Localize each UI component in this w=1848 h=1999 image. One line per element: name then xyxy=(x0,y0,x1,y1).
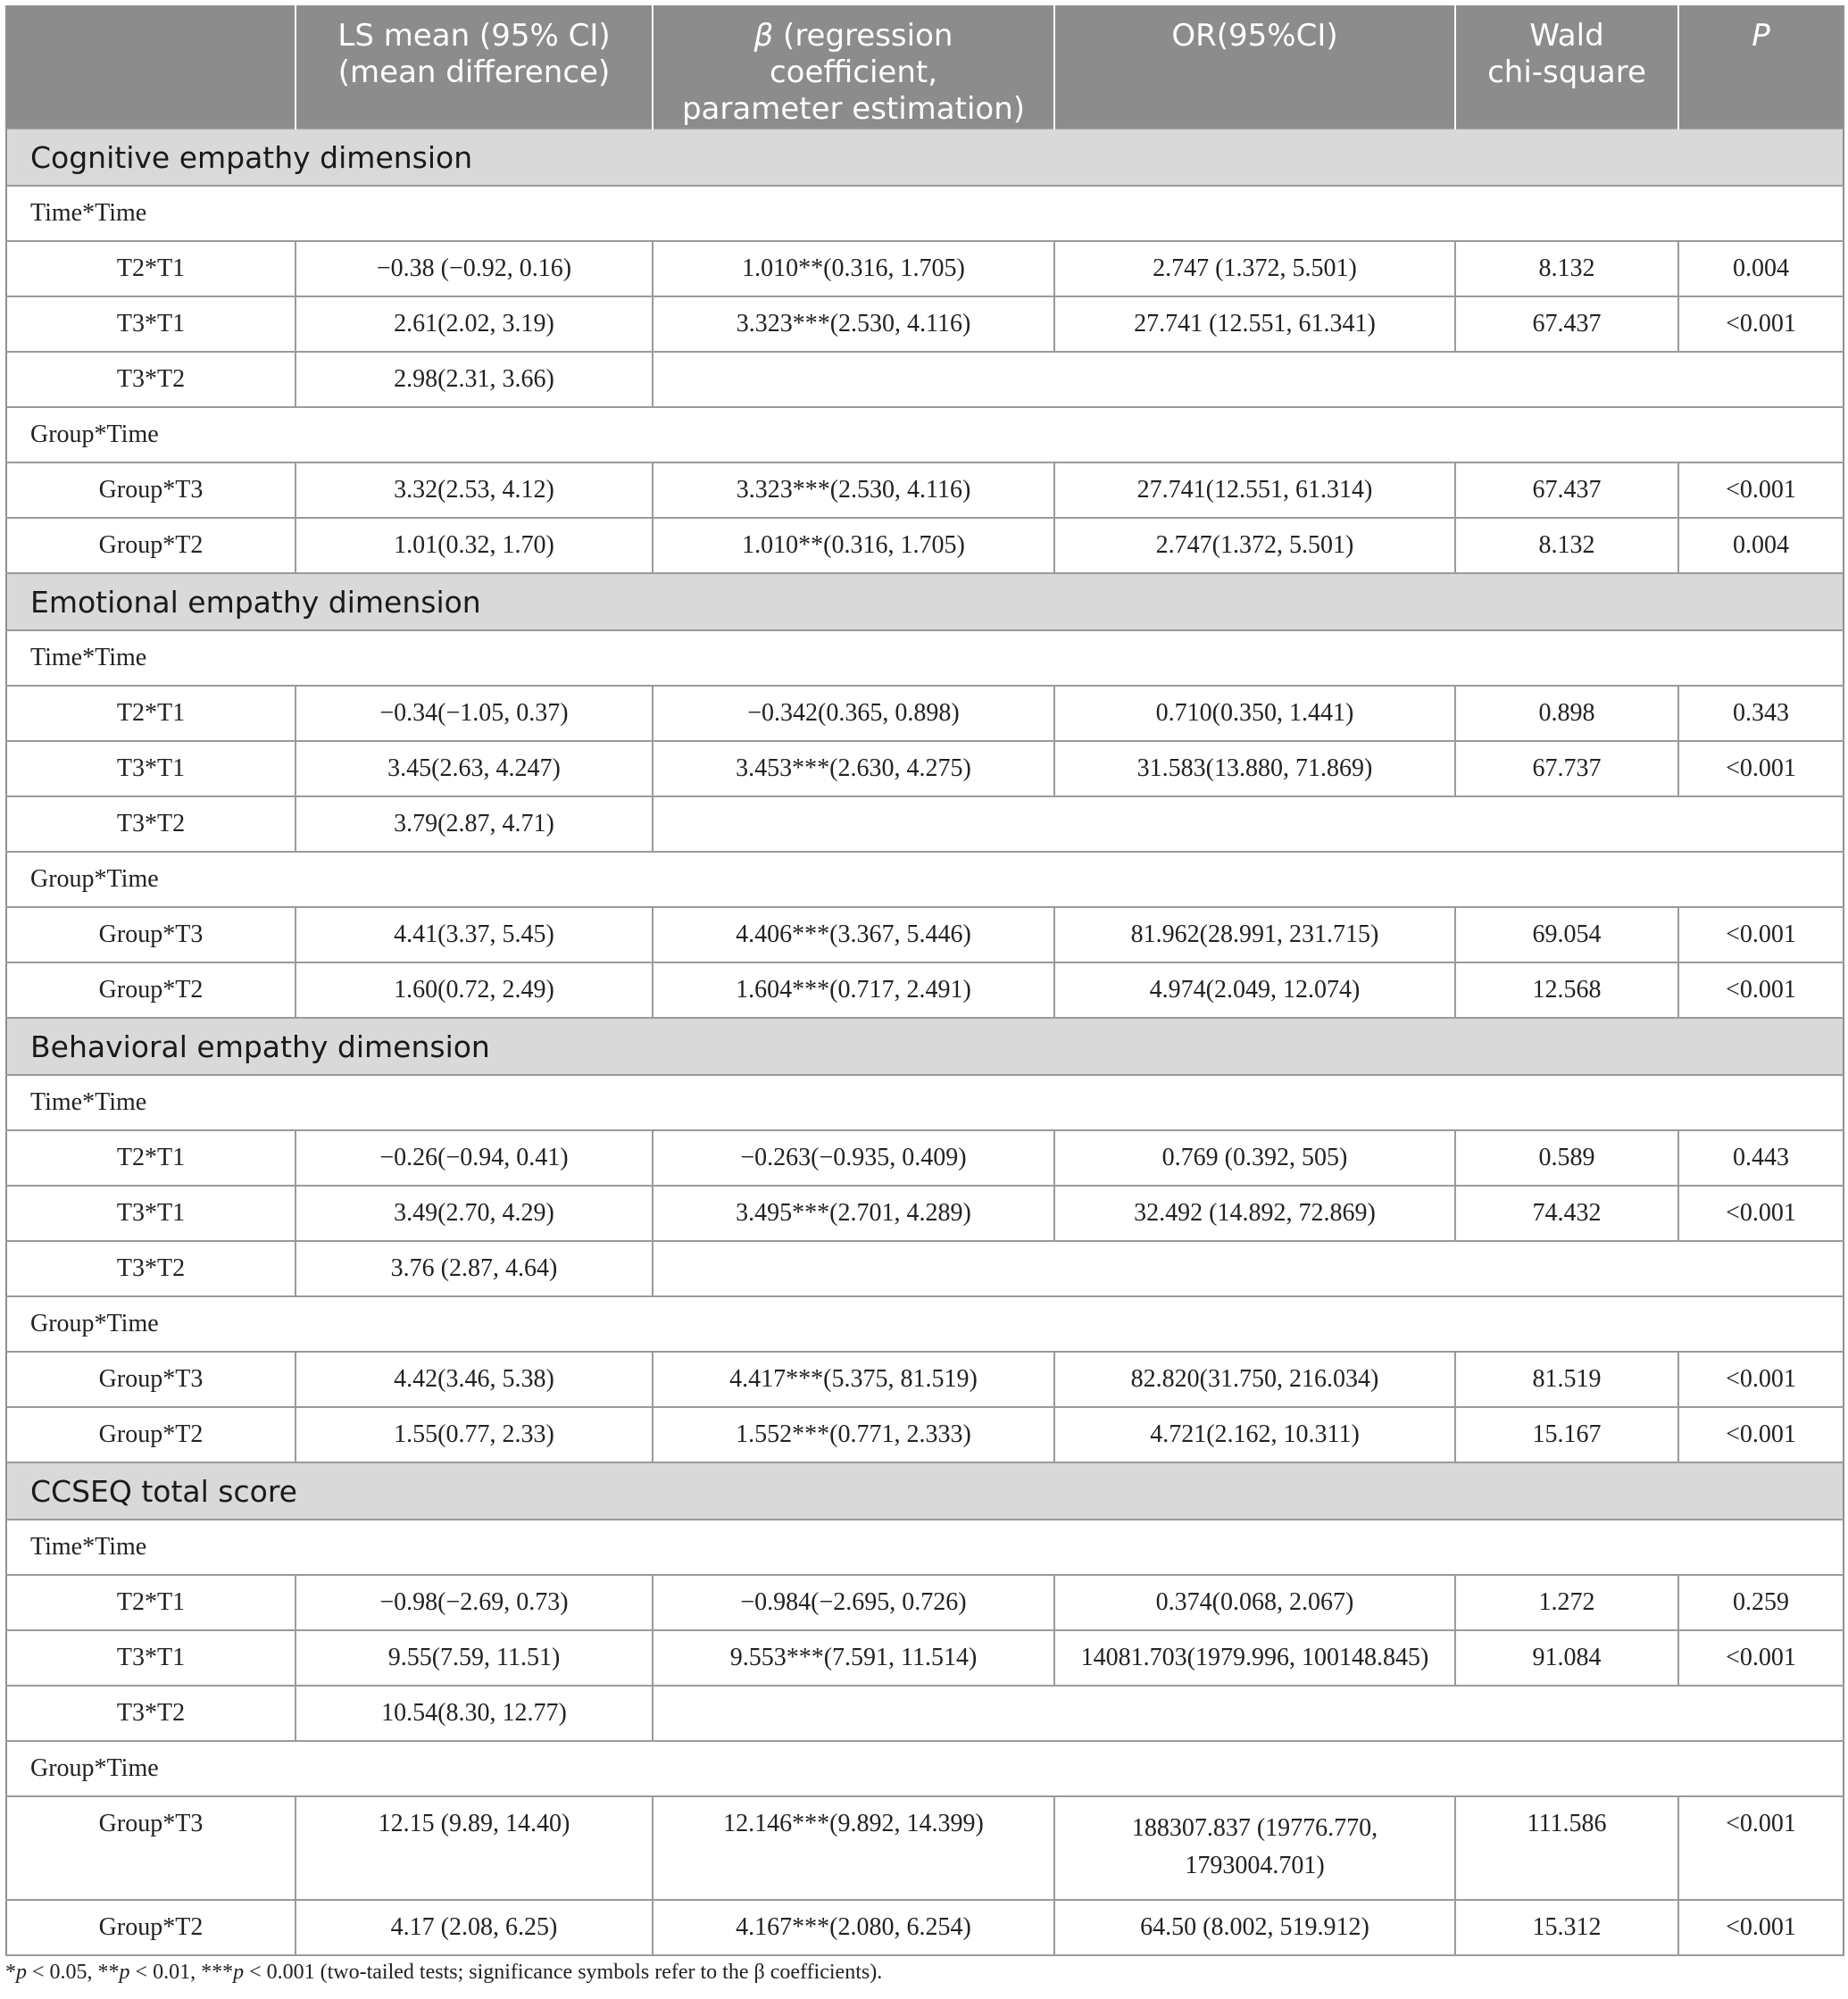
row-label: Group*T3 xyxy=(6,907,296,962)
p-cell: <0.001 xyxy=(1678,741,1844,796)
empty-cell xyxy=(653,352,1844,407)
beta-cell: 1.552***(0.771, 2.333) xyxy=(653,1407,1054,1462)
section-row xyxy=(6,129,1844,186)
ls-mean-cell: 12.15 (9.89, 14.40) xyxy=(296,1796,653,1900)
row-label: Group*T2 xyxy=(6,962,296,1018)
row-label: Group*T3 xyxy=(6,462,296,518)
wald-cell: 81.519 xyxy=(1455,1352,1678,1407)
group-label: Time*Time xyxy=(6,630,1844,686)
p-cell: 0.004 xyxy=(1678,518,1844,573)
p-cell: 0.343 xyxy=(1678,686,1844,741)
wald-cell: 69.054 xyxy=(1455,907,1678,962)
table-footnote xyxy=(5,1961,882,1985)
ls-mean-cell: 2.61(2.02, 3.19) xyxy=(296,296,653,352)
header-ls-mean xyxy=(296,6,653,129)
beta-cell: 9.553***(7.591, 11.514) xyxy=(653,1630,1054,1686)
or-cell: 4.721(2.162, 10.311) xyxy=(1054,1407,1455,1462)
header-beta-line2: coefficient, xyxy=(769,54,938,90)
or-cell: 0.710(0.350, 1.441) xyxy=(1054,686,1455,741)
section-row xyxy=(6,1462,1844,1520)
table-row xyxy=(6,1686,1844,1741)
or-cell: 27.741(12.551, 61.314) xyxy=(1054,462,1455,518)
beta-cell: 1.010**(0.316, 1.705) xyxy=(653,518,1054,573)
table-body xyxy=(6,129,1844,1955)
ls-mean-cell: 1.55(0.77, 2.33) xyxy=(296,1407,653,1462)
or-cell: 31.583(13.880, 71.869) xyxy=(1054,741,1455,796)
header-wald xyxy=(1455,6,1678,129)
or-cell: 2.747 (1.372, 5.501) xyxy=(1054,241,1455,296)
or-cell: 0.769 (0.392, 505) xyxy=(1054,1130,1455,1186)
row-label: Group*T2 xyxy=(6,1900,296,1955)
wald-cell: 67.437 xyxy=(1455,462,1678,518)
wald-cell: 15.312 xyxy=(1455,1900,1678,1955)
group-label-row xyxy=(6,407,1844,462)
beta-cell: 4.417***(5.375, 81.519) xyxy=(653,1352,1054,1407)
p-cell: <0.001 xyxy=(1678,1407,1844,1462)
group-label: Time*Time xyxy=(6,1520,1844,1575)
footnote-p: p xyxy=(16,1961,27,1984)
p-cell: 0.259 xyxy=(1678,1575,1844,1630)
table-row xyxy=(6,1352,1844,1407)
p-cell: <0.001 xyxy=(1678,1630,1844,1686)
wald-cell: 12.568 xyxy=(1455,962,1678,1018)
empty-cell xyxy=(653,1241,1844,1296)
row-label: T2*T1 xyxy=(6,1575,296,1630)
ls-mean-cell: 3.32(2.53, 4.12) xyxy=(296,462,653,518)
row-label: T3*T1 xyxy=(6,1630,296,1686)
or-cell: 81.962(28.991, 231.715) xyxy=(1054,907,1455,962)
row-label: T3*T1 xyxy=(6,1186,296,1241)
header-p xyxy=(1678,6,1844,129)
table-row xyxy=(6,962,1844,1018)
row-label: T2*T1 xyxy=(6,686,296,741)
table-row xyxy=(6,1407,1844,1462)
footnote-p: p xyxy=(233,1961,245,1984)
wald-cell: 0.589 xyxy=(1455,1130,1678,1186)
p-cell: 0.004 xyxy=(1678,241,1844,296)
table-row xyxy=(6,518,1844,573)
group-label: Group*Time xyxy=(6,1741,1844,1796)
or-cell: 14081.703(1979.996, 100148.845) xyxy=(1054,1630,1455,1686)
header-beta xyxy=(653,6,1054,129)
row-label: T3*T1 xyxy=(6,296,296,352)
beta-cell: 1.604***(0.717, 2.491) xyxy=(653,962,1054,1018)
or-cell: 32.492 (14.892, 72.869) xyxy=(1054,1186,1455,1241)
or-line2: 1793004.701) xyxy=(1185,1852,1325,1879)
ls-mean-cell: 3.79(2.87, 4.71) xyxy=(296,796,653,852)
row-label: T3*T2 xyxy=(6,352,296,407)
ls-mean-cell: 10.54(8.30, 12.77) xyxy=(296,1686,653,1741)
or-cell: 2.747(1.372, 5.501) xyxy=(1054,518,1455,573)
group-label: Group*Time xyxy=(6,407,1844,462)
ls-mean-cell: 4.17 (2.08, 6.25) xyxy=(296,1900,653,1955)
footnote-part: < 0.01, *** xyxy=(129,1961,234,1984)
group-label-row xyxy=(6,1520,1844,1575)
table-row xyxy=(6,1796,1844,1900)
p-cell: <0.001 xyxy=(1678,1186,1844,1241)
row-label: T3*T1 xyxy=(6,741,296,796)
group-label-row xyxy=(6,1296,1844,1352)
group-label-row xyxy=(6,1075,1844,1130)
footnote-p: p xyxy=(119,1961,130,1984)
group-label-row xyxy=(6,186,1844,241)
p-cell: <0.001 xyxy=(1678,296,1844,352)
wald-cell: 74.432 xyxy=(1455,1186,1678,1241)
header-or: OR(95%CI) xyxy=(1054,6,1455,129)
beta-cell: 4.167***(2.080, 6.254) xyxy=(653,1900,1054,1955)
header-row xyxy=(6,6,1844,129)
section-title: Emotional empathy dimension xyxy=(6,573,1844,630)
section-row xyxy=(6,1018,1844,1075)
wald-cell: 91.084 xyxy=(1455,1630,1678,1686)
table-row xyxy=(6,907,1844,962)
row-label: T3*T2 xyxy=(6,796,296,852)
wald-cell: 1.272 xyxy=(1455,1575,1678,1630)
header-beta-symbol: β xyxy=(753,18,774,54)
row-label: T3*T2 xyxy=(6,1686,296,1741)
row-label: T2*T1 xyxy=(6,241,296,296)
beta-cell: 4.406***(3.367, 5.446) xyxy=(653,907,1054,962)
p-cell: <0.001 xyxy=(1678,462,1844,518)
section-title: Cognitive empathy dimension xyxy=(6,129,1844,186)
or-cell: 4.974(2.049, 12.074) xyxy=(1054,962,1455,1018)
group-label: Time*Time xyxy=(6,1075,1844,1130)
table-row xyxy=(6,796,1844,852)
p-cell: <0.001 xyxy=(1678,1900,1844,1955)
ls-mean-cell: 3.49(2.70, 4.29) xyxy=(296,1186,653,1241)
table-row xyxy=(6,686,1844,741)
ls-mean-cell: −0.34(−1.05, 0.37) xyxy=(296,686,653,741)
wald-cell: 8.132 xyxy=(1455,241,1678,296)
p-cell: <0.001 xyxy=(1678,907,1844,962)
or-cell-wrap xyxy=(1061,1810,1449,1885)
ls-mean-cell: 1.01(0.32, 1.70) xyxy=(296,518,653,573)
group-label: Group*Time xyxy=(6,852,1844,907)
table-row xyxy=(6,352,1844,407)
ls-mean-cell: 4.41(3.37, 5.45) xyxy=(296,907,653,962)
beta-cell: 3.495***(2.701, 4.289) xyxy=(653,1186,1054,1241)
results-table xyxy=(5,5,1844,1956)
ls-mean-cell: 9.55(7.59, 11.51) xyxy=(296,1630,653,1686)
beta-cell: 3.323***(2.530, 4.116) xyxy=(653,296,1054,352)
ls-mean-cell: 3.76 (2.87, 4.64) xyxy=(296,1241,653,1296)
p-cell: <0.001 xyxy=(1678,962,1844,1018)
header-wald-line2: chi-square xyxy=(1487,54,1646,90)
row-label: T2*T1 xyxy=(6,1130,296,1186)
beta-cell: −0.342(0.365, 0.898) xyxy=(653,686,1054,741)
wald-cell: 67.737 xyxy=(1455,741,1678,796)
beta-cell: 3.323***(2.530, 4.116) xyxy=(653,462,1054,518)
ls-mean-cell: −0.38 (−0.92, 0.16) xyxy=(296,241,653,296)
row-label: Group*T3 xyxy=(6,1796,296,1900)
header-beta-line3: parameter estimation) xyxy=(681,91,1026,127)
ls-mean-cell: 4.42(3.46, 5.38) xyxy=(296,1352,653,1407)
beta-cell: −0.984(−2.695, 0.726) xyxy=(653,1575,1054,1630)
ls-mean-cell: −0.26(−0.94, 0.41) xyxy=(296,1130,653,1186)
p-cell: <0.001 xyxy=(1678,1796,1844,1900)
table-row xyxy=(6,741,1844,796)
group-label: Time*Time xyxy=(6,186,1844,241)
section-row xyxy=(6,573,1844,630)
empty-cell xyxy=(653,1686,1844,1741)
group-label-row xyxy=(6,630,1844,686)
or-cell: 82.820(31.750, 216.034) xyxy=(1054,1352,1455,1407)
table-row xyxy=(6,1630,1844,1686)
ls-mean-cell: 3.45(2.63, 4.247) xyxy=(296,741,653,796)
row-label: Group*T3 xyxy=(6,1352,296,1407)
or-cell: 27.741 (12.551, 61.341) xyxy=(1054,296,1455,352)
footnote-part: < 0.001 (two-tailed tests; significance symbols refer to the β coefficients). xyxy=(244,1961,883,1984)
table-row xyxy=(6,1241,1844,1296)
empty-cell xyxy=(653,796,1844,852)
ls-mean-cell: 2.98(2.31, 3.66) xyxy=(296,352,653,407)
table-row xyxy=(6,462,1844,518)
beta-cell: −0.263(−0.935, 0.409) xyxy=(653,1130,1054,1186)
group-label-row xyxy=(6,852,1844,907)
or-cell: 64.50 (8.002, 519.912) xyxy=(1054,1900,1455,1955)
ls-mean-cell: −0.98(−2.69, 0.73) xyxy=(296,1575,653,1630)
ls-mean-cell: 1.60(0.72, 2.49) xyxy=(296,962,653,1018)
header-row-label xyxy=(6,6,296,129)
wald-cell: 15.167 xyxy=(1455,1407,1678,1462)
header-ls-mean-line2: (mean difference) xyxy=(337,54,611,90)
wald-cell: 0.898 xyxy=(1455,686,1678,741)
table-row xyxy=(6,1900,1844,1955)
table-row xyxy=(6,1130,1844,1186)
row-label: Group*T2 xyxy=(6,518,296,573)
footnote-part: * xyxy=(5,1961,16,1984)
group-label: Group*Time xyxy=(6,1296,1844,1352)
wald-cell: 67.437 xyxy=(1455,296,1678,352)
group-label-row xyxy=(6,1741,1844,1796)
or-cell: 0.374(0.068, 2.067) xyxy=(1054,1575,1455,1630)
header-wald-line1: Wald xyxy=(1529,18,1604,54)
header-beta-line1: (regression xyxy=(773,18,953,54)
row-label: T3*T2 xyxy=(6,1241,296,1296)
table-row xyxy=(6,241,1844,296)
table-row xyxy=(6,296,1844,352)
row-label: Group*T2 xyxy=(6,1407,296,1462)
footnote-part: < 0.05, ** xyxy=(27,1961,120,1984)
wald-cell: 8.132 xyxy=(1455,518,1678,573)
header-p-label: P xyxy=(1752,18,1770,54)
table-row xyxy=(6,1186,1844,1241)
or-cell xyxy=(1054,1796,1455,1900)
p-cell: 0.443 xyxy=(1678,1130,1844,1186)
beta-cell: 3.453***(2.630, 4.275) xyxy=(653,741,1054,796)
table-row xyxy=(6,1575,1844,1630)
section-title: CCSEQ total score xyxy=(6,1462,1844,1520)
p-cell: <0.001 xyxy=(1678,1352,1844,1407)
or-line1: 188307.837 (19776.770, xyxy=(1131,1814,1378,1842)
wald-cell: 111.586 xyxy=(1455,1796,1678,1900)
beta-cell: 12.146***(9.892, 14.399) xyxy=(653,1796,1054,1900)
results-table-container xyxy=(5,5,1843,1956)
header-ls-mean-line1: LS mean (95% CI) xyxy=(337,18,611,54)
section-title: Behavioral empathy dimension xyxy=(6,1018,1844,1075)
beta-cell: 1.010**(0.316, 1.705) xyxy=(653,241,1054,296)
